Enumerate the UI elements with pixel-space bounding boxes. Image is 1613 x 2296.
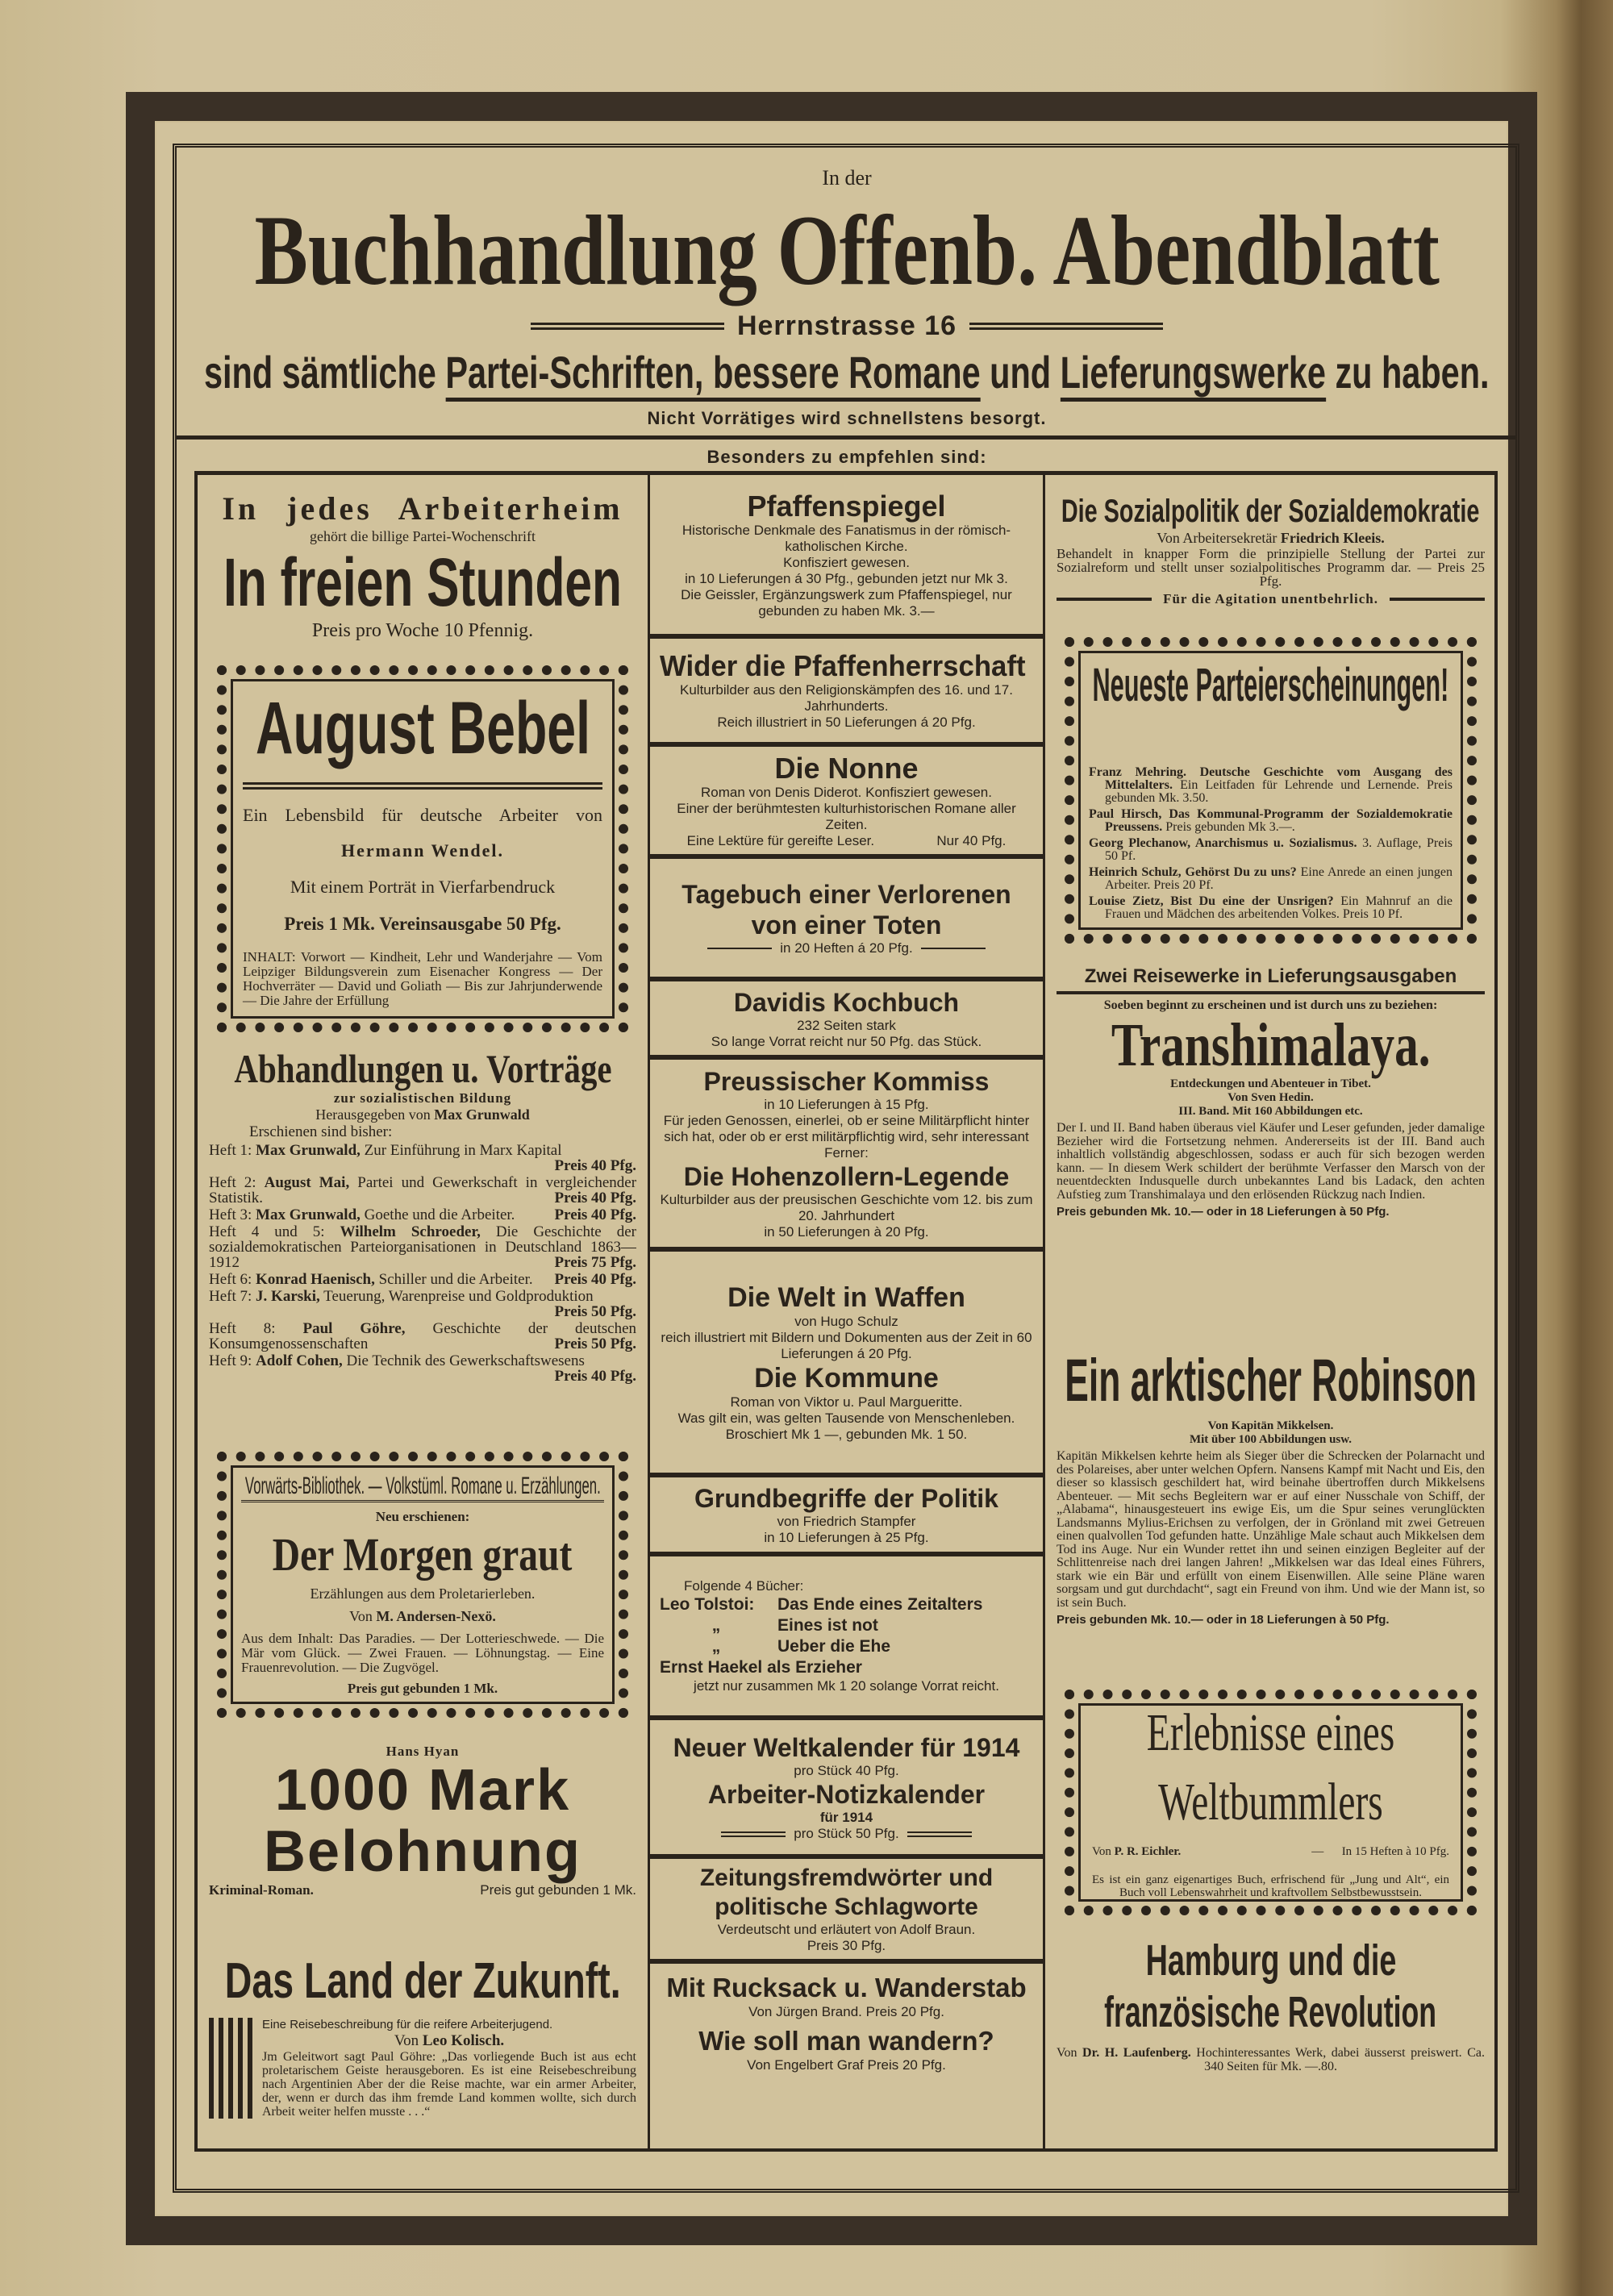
ad-text: Der I. und II. Band haben überaus viel Käufer und Leser gefunden, jeder damalige Bezieher wird die Fortsetzung nehmen. Andererseits ist der III. Band auch inhaltlich vollständig abgeschlossen, sodass er auch für sich bezogen werden kann. — In diesem Werk schildert der berühmte Verfasser den Marsch von der neuentdeckten Indusquelle durch unbekanntes Land bis Ladack, den achten Aufstieg zum Transhimalaya und den erlösenden Rückzug nach Indien. — [1057, 1121, 1485, 1202]
book-row — [660, 1594, 1033, 1615]
book-title: Das Ende eines Zeitalters — [777, 1594, 983, 1614]
heft-price: Preis 40 Pfg. — [554, 1368, 636, 1384]
tagline-underlined: Lieferungswerke — [1061, 347, 1326, 402]
publication-title: Franz Mehring. Deutsche Geschichte vom Ausgang des Mittelalters. — [1089, 765, 1453, 792]
book-row — [660, 1657, 1033, 1678]
ad-tagebuch — [650, 859, 1043, 981]
ad-grundbegriffe-der-politik — [650, 1477, 1043, 1556]
heft-title: Partei und Gewerkschaft in vergleichender Statistik. — [209, 1175, 636, 1206]
publication-details: Ein Leitfaden für Lehrende und Lernende. Preis gebunden Mk. 3.50. — [1105, 778, 1453, 805]
ad-title: Ein arktischer Robinson — [1065, 1347, 1477, 1414]
ad-price: in 10 Lieferungen á 30 Pfg., gebunden jetzt nur Mk 3. — [685, 570, 1008, 586]
heft-price: Preis 40 Pfg. — [554, 1272, 636, 1287]
ad-davidis-kochbuch — [650, 981, 1043, 1060]
ad-title: Die Hohenzollern-Legende — [683, 1162, 1010, 1191]
shop-address: Herrnstrasse 16 — [736, 310, 957, 341]
heft-title: Teuerung, Warenpreise und Goldproduktion — [323, 1289, 594, 1305]
editor-name: Max Grunwald — [434, 1106, 530, 1123]
ad-erlebnisse-weltbummlers — [1045, 1681, 1496, 1923]
ad-title: Preussischer Kommiss — [703, 1067, 990, 1096]
by-label: Von — [1057, 2046, 1083, 2060]
tagline — [185, 347, 1508, 398]
ad-contents: INHALT: Vorwort — Kindheit, Lehr und Wanderjahre — Vom Leipziger Bildungsverein zum Eisenacher Kongress — Der Hochverräter — David und Goliath — Bis zur Jahrjunderwende — Die Jahre der Erfüllung — [243, 948, 602, 1008]
ad-price: Von Jürgen Brand. Preis 20 Pfg. — [748, 2004, 944, 2019]
heft-label: Heft 4 und 5: — [209, 1224, 325, 1240]
ad-price: in 20 Heften á 20 Pfg. — [780, 940, 913, 956]
header-title-wrap — [185, 195, 1508, 306]
ad-title: Das Land der Zukunft. — [224, 1952, 621, 2009]
heft-price: Preis 50 Pfg. — [554, 1336, 636, 1352]
shop-title: Buchhandlung Offenb. Abendblatt — [254, 195, 1440, 306]
ad-price: Nur 40 Pfg. — [936, 832, 1007, 848]
ad-author: Friedrich Kleeis. — [1280, 530, 1385, 546]
ad-price: — In 15 Heften à 10 Pfg. — [1311, 1845, 1449, 1858]
heft-title: Zur Einführung in Marx Kapital — [364, 1143, 562, 1159]
ad-august-bebel — [198, 657, 648, 1040]
heft-label: Heft 8: — [209, 1321, 276, 1337]
heft-price: Preis 50 Pfg. — [554, 1303, 636, 1319]
book-title: Ueber die Ehe — [777, 1636, 891, 1656]
tagline-text: und — [980, 347, 1061, 398]
ad-text: Was gilt ein, was gelten Tausende von Menschenleben. — [677, 1411, 1015, 1426]
heft-item — [209, 1175, 636, 1206]
ad-subtitle: Erzählungen aus dem Proletarierleben. — [310, 1585, 536, 1602]
heft-price: Preis 40 Pfg. — [554, 1157, 636, 1173]
by-label: Von — [394, 2031, 423, 2049]
heft-list — [209, 1141, 636, 1384]
advertisement-columns — [194, 471, 1498, 2152]
ad-text: Konfisziert gewesen. — [783, 554, 910, 570]
book-author: „ — [711, 1636, 721, 1656]
ad-title: Hamburg und die — [1145, 1936, 1396, 1985]
ad-title: Die Kommune — [754, 1363, 939, 1394]
right-column — [1045, 475, 1496, 2148]
ad-text: Kapitän Mikkelsen kehrte heim als Sieger über die Schrecken der Polarnacht und des Polareises, aber unter welchen Opfern. Nansens Kampf mit Nacht und Eis, den dieser so klassisch geschildert hat, wird beinahe übertroffen durch Mikkelsens Abenteuer. — Mit sechs Begleitern war er auf einer Nusschale von Schiff, der „Alabama“, hinausgesteuert ins ewige Eis, um die Spur seines verunglückten Landsmanns Mylius-Erichsen zu verfolgen, der in Grönland mit zwei Getreuen einen qualvollen Tod gefunden hatte. Unzählige Male schaut auch Mikkelsen dem Tod ins Auge. Nur ein Wunder rettet ihn und seinen einzigen Begleiter auf der Schlittenreise nach drei langen Jahren! „Mikkelsen war das Ideal eines Führers, stark wie ein Bär und erfüllt von einem Eisenwillen. Alle seine Pläne waren sorgsam und gut durchdacht“, sagt ein Freund von ihm. Und wie der Mann ist, so ist sein Buch. — [1057, 1449, 1485, 1610]
ad-title: Grundbegriffe der Politik — [694, 1484, 998, 1513]
ad-price: Preis gebunden Mk. 10.— oder in 18 Lieferungen à 50 Pfg. — [1057, 1205, 1390, 1219]
publication-item — [1089, 866, 1453, 892]
tagline-underlined: Partei-Schriften, bessere Romane — [446, 347, 981, 402]
publication-item — [1089, 766, 1453, 805]
publication-item — [1089, 837, 1453, 863]
heft-author: Max Grunwald, — [256, 1207, 361, 1223]
ad-quote: Jm Geleitwort sagt Paul Göhre: „Das vorliegende Buch ist aus echt proletarischem Geiste herausgeboren. Es ist eine Reisebeschreibung nach Argentinien Aber der die Reise machte, war ein armer Arbeiter, der, wenn er durch das ihm fremde Land kommen wollte, sich durch Arbeit weiter helfen musste . . .“ — [262, 2049, 636, 2119]
editor-label: Herausgegeben von — [315, 1106, 435, 1123]
ad-feature: III. Band. Mit 160 Abbildungen etc. — [1178, 1105, 1363, 1118]
ad-text: Behandelt in knapper Form die prinzipielle Stellung der Partei zur Sozialreform und stellt unser sozialpolitisches Programm dar. — Preis 25 Pfg. — [1057, 546, 1485, 589]
ad-kalender — [650, 1720, 1043, 1859]
heft-label: Heft 7: — [209, 1289, 252, 1305]
ad-title: Abhandlungen u. Vorträge — [233, 1046, 612, 1091]
ad-author: Leo Kolisch. — [422, 2031, 505, 2049]
ad-welt-in-waffen — [650, 1252, 1043, 1477]
ad-abhandlungen — [198, 1040, 648, 1444]
heft-author: Adolf Cohen, — [256, 1353, 343, 1369]
ad-land-der-zukunft — [198, 1915, 648, 2156]
book-list — [660, 1594, 1033, 1678]
heft-label: Heft 9: — [209, 1353, 252, 1369]
heft-title: Schiller und die Arbeiter. — [378, 1272, 533, 1287]
ad-author: Hans Hyan — [386, 1743, 460, 1759]
recommend-heading: Besonders zu empfehlen sind: — [706, 447, 987, 467]
tagline-text: sind sämtliche — [204, 347, 446, 398]
heft-item — [209, 1224, 636, 1270]
ad-feature: Mit einem Porträt in Vierfarbendruck — [290, 877, 556, 898]
ad-price: in 10 Lieferungen à 15 Pfg. — [764, 1097, 929, 1112]
publication-details: Preis gebunden Mk 3.—. — [1162, 820, 1295, 834]
decorative-stripes — [209, 2018, 254, 2119]
ad-price: in 50 Lieferungen à 20 Pfg. — [764, 1224, 929, 1240]
ad-price: Von Engelbert Graf Preis 20 Pfg. — [747, 2057, 946, 2073]
ad-contents: Aus dem Inhalt: Das Paradies. — Der Lotterieschwede. — Die Mär vom Glück. — Zwei Frauen. — Löhnungstag. — Eine Frauenrevolution. — Die Zugvögel. — [241, 1630, 604, 1675]
divider — [531, 323, 724, 330]
ad-author: Dr. H. Laufenberg. — [1082, 2046, 1191, 2060]
ad-title: Weltbummlers — [1158, 1773, 1383, 1831]
ad-text: Kulturbilder aus den Religionskämpfen des 16. und 17. Jahrhunderts. — [680, 682, 1013, 714]
ad-price: pro Stück 50 Pfg. — [794, 1826, 899, 1841]
heft-label: Heft 1: — [209, 1143, 252, 1159]
ad-subtitle: Mit über 100 Abbildungen usw. — [1189, 1433, 1353, 1446]
ad-subline: gehört die billige Partei-Wochenschrift — [310, 528, 536, 544]
publication-list — [1089, 763, 1453, 921]
heft-label: Heft 6: — [209, 1272, 252, 1287]
ad-subtitle: Entdeckungen und Abenteuer in Tibet. — [1170, 1077, 1371, 1090]
heft-title: Die Geschichte der sozialdemokratischen Parteiorganisationen in Deutschland 1863—1912 — [209, 1224, 636, 1270]
ad-text: Eine Lektüre für gereifte Leser. — [686, 832, 875, 848]
ad-title: Wie soll man wandern? — [698, 2026, 994, 2056]
ad-genre: Kriminal-Roman. — [209, 1881, 314, 1898]
ad-text: Roman von Denis Diderot. Konfisziert gewesen. — [701, 784, 992, 800]
ad-text: Hochinteressantes Werk, dabei äusserst preiswert. Ca. 340 Seiten für Mk. —.80. — [1190, 2046, 1485, 2073]
ad-price: pro Stück 40 Pfg. — [794, 1763, 899, 1778]
ad-author: P. R. Eichler. — [1114, 1845, 1182, 1858]
ad-rucksack-wanderstab — [650, 1964, 1043, 2149]
ad-price: Preis gut gebunden 1 Mk. — [347, 1681, 498, 1696]
heft-price: Preis 40 Pfg. — [554, 1207, 636, 1223]
address-line — [185, 310, 1508, 342]
ad-die-nonne — [650, 747, 1043, 859]
heft-author: August Mai, — [264, 1175, 350, 1191]
book-title: Eines ist not — [777, 1615, 878, 1635]
heft-item — [209, 1289, 636, 1319]
ad-title: Pfaffenspiegel — [747, 489, 946, 523]
heft-title: Die Technik des Gewerkschaftswesens — [346, 1353, 585, 1369]
ad-transhimalaya — [1045, 956, 1496, 1294]
ad-title: Belohnung — [264, 1819, 581, 1884]
list-intro: Erschienen sind bisher: — [249, 1123, 393, 1140]
heft-author: Wilhelm Schroeder, — [340, 1224, 481, 1240]
ad-title: Arbeiter-Notizkalender — [707, 1780, 986, 1809]
ad-price: Preis gebunden Mk. 10.— oder in 18 Lieferungen à 50 Pfg. — [1057, 1613, 1390, 1627]
book-author: „ — [711, 1615, 721, 1635]
heft-item — [209, 1272, 636, 1287]
ad-price: Preis 1 Mk. Vereinsausgabe 50 Pfg. — [284, 914, 561, 935]
divider — [969, 323, 1163, 330]
ad-price: Reich illustriert in 50 Lieferungen á 20 Pfg. — [717, 715, 976, 730]
ad-author: von Hugo Schulz — [794, 1314, 898, 1329]
ad-text: Einer der berühmtesten kulturhistorischen Romane aller Zeiten. — [677, 800, 1016, 832]
ad-text: Die Geissler, Ergänzungswerk zum Pfaffenspiegel, nur gebunden zu haben Mk. 3.— — [681, 586, 1012, 619]
ad-price: jetzt nur zusammen Mk 1 20 solange Vorrat reicht. — [694, 1677, 999, 1694]
heft-author: J. Karski, — [256, 1289, 320, 1305]
publication-details: Eine Anrede an einen jungen Arbeiter. Preis 20 Pf. — [1105, 865, 1453, 892]
ad-description: Ein Lebensbild für deutsche Arbeiter von — [243, 804, 602, 825]
tagline-text: zu haben. — [1326, 347, 1490, 398]
heft-price: Preis 75 Pfg. — [554, 1254, 636, 1270]
ad-title: Erlebnisse eines — [1146, 1703, 1395, 1762]
ad-price: Broschiert Mk 1 —, gebunden Mk. 1 50. — [725, 1427, 968, 1442]
publication-details: 3. Auflage, Preis 50 Pf. — [1105, 836, 1453, 863]
publication-details: Ein Mahnruf an die Frauen und Mädchen des arbeitenden Volkes. Preis 10 Pf. — [1105, 894, 1453, 921]
ad-price: Preis gut gebunden 1 Mk. — [480, 1881, 636, 1898]
ad-arktischer-robinson — [1045, 1294, 1496, 1681]
heft-item — [209, 1143, 636, 1173]
left-column — [198, 475, 650, 2148]
ad-price: So lange Vorrat reicht nur 50 Pfg. das Stück. — [711, 1033, 982, 1049]
ad-author: Hermann Wendel. — [341, 840, 504, 861]
by-label: Von — [1092, 1845, 1115, 1858]
heft-title: Geschichte der deutschen Konsumgenossenschaften — [209, 1321, 636, 1352]
by-label: Von Arbeitersekretär — [1157, 530, 1281, 546]
divider — [243, 782, 602, 790]
ad-text: Es ist ein ganz eigenartiges Buch, erfrischend für „Jung und Alt“, ein Buch voll Lebenswahrheit und kraftvollem Selbstbewusstsein. — [1092, 1873, 1449, 1899]
ad-text: Kulturbilder aus der preusischen Geschichte vom 12. bis zum 20. Jahrhundert — [660, 1192, 1033, 1223]
new-label: Neu erschienen: — [375, 1508, 470, 1524]
ad-text: Roman von Viktor u. Paul Margueritte. — [730, 1394, 963, 1410]
ad-1000-mark-belohnung — [198, 1726, 648, 1915]
ad-preussischer-kommiss — [650, 1060, 1043, 1252]
ad-title: In freien Stunden — [223, 544, 622, 620]
ad-subtitle: Eine Reisebeschreibung für die reifere Arbeiterjugend. — [262, 2017, 553, 2031]
ad-price: Preis pro Woche 10 Pfennig. — [311, 620, 534, 641]
header-intro: In der — [822, 166, 872, 190]
heft-label: Heft 3: — [209, 1207, 252, 1223]
ad-title: Zeitungsfremdwörter und politische Schlagworte — [699, 1865, 994, 1920]
ad-title: Neuer Weltkalender für 1914 — [673, 1733, 1020, 1762]
ad-intro: Soeben beginnt zu erscheinen und ist durch uns zu beziehen: — [1103, 998, 1438, 1012]
heft-title: Goethe und die Arbeiter. — [364, 1207, 515, 1223]
ad-author: von Friedrich Stampfer — [777, 1514, 916, 1529]
divider — [177, 435, 1515, 440]
by-label: Von — [349, 1608, 377, 1624]
heft-author: Max Grunwald, — [256, 1143, 361, 1159]
publication-title: Louise Zietz, Bist Du eine der Unsrigen? — [1089, 894, 1334, 908]
book-row — [660, 1615, 1033, 1636]
ad-hamburg-revolution — [1045, 1923, 1496, 2156]
ad-title: französische Revolution — [1104, 1988, 1437, 2036]
stock-note: Nicht Vorrätiges wird schnellstens besorgt. — [647, 408, 1047, 428]
middle-column — [650, 475, 1045, 2148]
book-row — [660, 1636, 1033, 1657]
heft-label: Heft 2: — [209, 1175, 256, 1191]
ad-price: in 10 Lieferungen à 25 Pfg. — [764, 1530, 929, 1545]
heft-item — [209, 1321, 636, 1352]
heft-author: Konrad Haenisch, — [256, 1272, 375, 1287]
ad-title: Die Welt in Waffen — [727, 1282, 965, 1313]
ad-wider-die-pfaffenherrschaft — [650, 639, 1043, 747]
ad-subtitle: zur sozialistischen Bildung — [333, 1090, 512, 1106]
ad-title: Tagebuch einer Verlorenen von einer Toten — [681, 880, 1011, 940]
ad-author: Von Sven Hedin. — [1227, 1091, 1314, 1104]
publication-title: Heinrich Schulz, Gehörst Du zu uns? — [1089, 865, 1297, 879]
publication-title: Georg Plechanow, Anarchismus u. Sozialismus. — [1089, 836, 1357, 850]
heft-price: Preis 40 Pfg. — [554, 1190, 636, 1206]
ad-title: Neueste Parteierscheinungen! — [1092, 659, 1449, 711]
ad-title: Mit Rucksack u. Wanderstab — [666, 1973, 1027, 2002]
ad-text: Historische Denkmale des Fanatismus in der römisch-katholischen Kirche. — [681, 522, 1011, 554]
ad-note: Für die Agitation unentbehrlich. — [1163, 591, 1378, 606]
ad-title: 1000 Mark — [274, 1757, 571, 1823]
ad-vier-buecher — [650, 1556, 1043, 1720]
book-author: Leo Tolstoi: — [660, 1594, 755, 1614]
ad-text: Für jeden Genossen, einerlei, ob er seine Militärpflicht hinter sich hat, oder ob er erst militärpflichtig wird, sehr interessant Ferner: — [663, 1113, 1030, 1161]
heft-item — [209, 1353, 636, 1384]
publication-item — [1089, 808, 1453, 834]
ad-pfaffenspiegel — [650, 475, 1043, 639]
ad-title: Transhimalaya. — [1111, 1011, 1431, 1079]
heft-item — [209, 1207, 636, 1223]
ad-author: Verdeutscht und erläutert von Adolf Braun. — [717, 1922, 976, 1937]
ad-in-freien-stunden — [198, 475, 648, 657]
ad-headline: In jedes Arbeiterheim — [222, 490, 623, 527]
section-heading: Zwei Reisewerke in Lieferungsausgaben — [1057, 965, 1485, 994]
heft-author: Paul Göhre, — [302, 1321, 406, 1337]
publication-item — [1089, 895, 1453, 921]
ad-subtitle: für 1914 — [819, 1810, 873, 1825]
ad-author: Von Kapitän Mikkelsen. — [1207, 1419, 1334, 1432]
ad-title: Der Morgen graut — [273, 1528, 573, 1581]
ad-vorwaerts-bibliothek — [198, 1444, 648, 1726]
ad-price: Preis 30 Pfg. — [806, 1938, 886, 1953]
book-author: Ernst Haekel als Erzieher — [660, 1657, 862, 1677]
ad-title: Die Sozialpolitik der Sozialdemokratie — [1061, 494, 1480, 529]
ad-text: reich illustriert mit Bildern und Dokumenten aus der Zeit in 60 Lieferungen á 20 Pfg. — [661, 1330, 1032, 1361]
ad-title: Die Nonne — [774, 751, 919, 785]
ad-title: Davidis Kochbuch — [733, 987, 960, 1017]
ad-author: M. Andersen-Nexö. — [376, 1608, 496, 1624]
ad-text: 232 Seiten stark — [797, 1017, 896, 1033]
publication-title: Paul Hirsch, Das Kommunal-Programm der Sozialdemokratie Preussens. — [1089, 807, 1453, 834]
ad-title: August Bebel — [255, 687, 590, 769]
list-intro: Folgende 4 Bücher: — [684, 1577, 804, 1594]
ad-zeitungsfremdwoerter — [650, 1859, 1043, 1964]
ad-neueste-parteierscheinungen — [1045, 625, 1496, 956]
ad-sozialpolitik — [1045, 475, 1496, 625]
ad-title: Wider die Pfaffenherrschaft — [660, 649, 1026, 682]
series-name: Vorwärts-Bibliothek. — Volkstüml. Romane u. Erzählungen. — [244, 1473, 601, 1499]
